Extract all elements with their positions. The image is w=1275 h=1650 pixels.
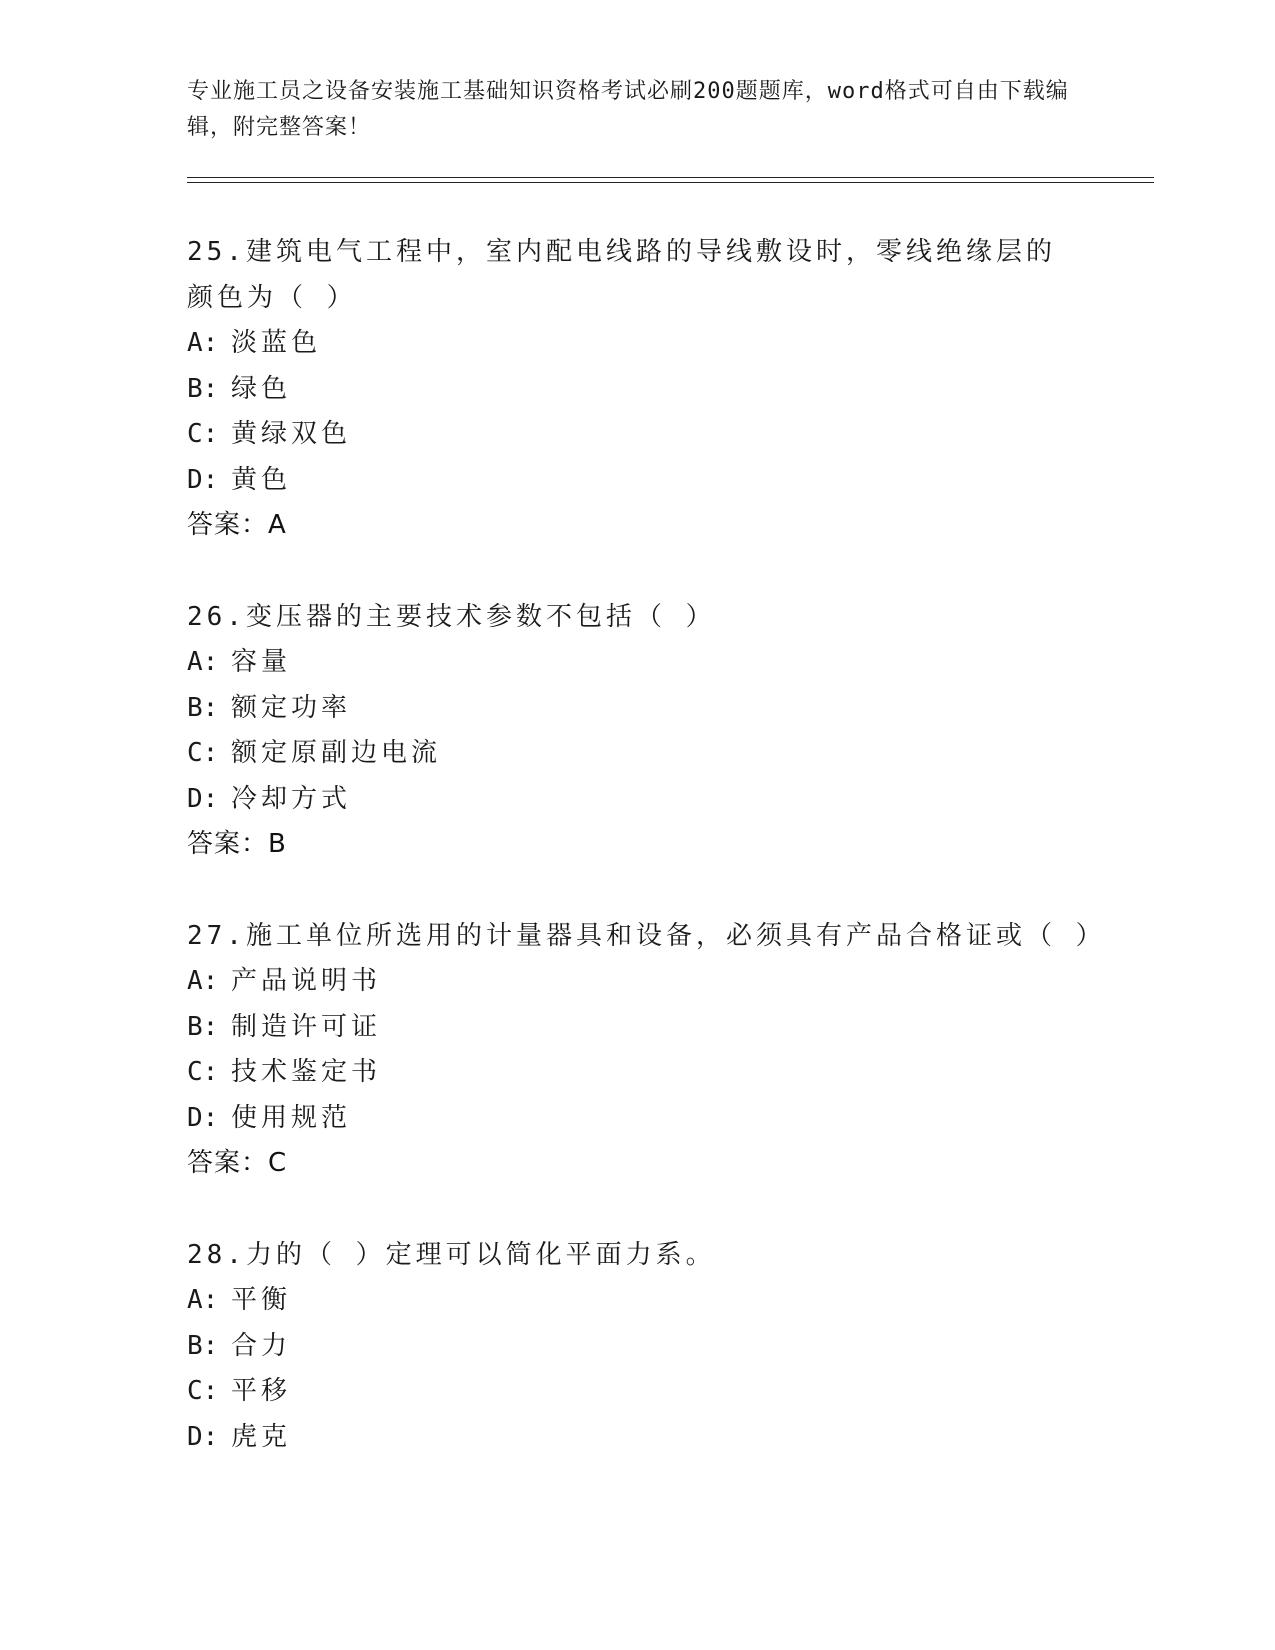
option-text: 使用规范 (231, 1102, 352, 1133)
option-text: 平移 (231, 1376, 292, 1406)
option-text: 制造许可证 (231, 1011, 382, 1042)
question-list (187, 230, 1147, 1506)
option-letter: B: (187, 1330, 219, 1361)
option-b (187, 1324, 1147, 1370)
header-divider-top (187, 177, 1154, 178)
option-text: 虎克 (231, 1421, 292, 1452)
option-letter: D: (187, 1421, 219, 1452)
answer-line: 答案：C (187, 1148, 288, 1178)
option-letter: A: (187, 1285, 219, 1315)
option-letter: C: (187, 419, 219, 449)
option-letter: A: (187, 328, 219, 358)
option-letter: C: (187, 1376, 219, 1406)
option-letter: C: (187, 1057, 219, 1087)
option-text: 黄绿双色 (231, 419, 352, 449)
question-stem: 25.建筑电气工程中，室内配电线路的导线敷设时，零线绝缘层的颜色为（ ） (187, 237, 1056, 313)
document-title: 专业施工员之设备安装施工基础知识资格考试必刷200题题库，word格式可自由下载编辑，附完整答案！ (187, 79, 1069, 140)
document-header (187, 74, 1087, 146)
option-d (187, 458, 1147, 504)
option-letter: B: (187, 692, 219, 723)
option-a (187, 640, 1147, 686)
header-divider-bottom (187, 182, 1154, 183)
option-c (187, 412, 1147, 458)
option-d (187, 1096, 1147, 1142)
option-text: 技术鉴定书 (231, 1057, 382, 1087)
option-text: 平衡 (231, 1285, 292, 1315)
option-letter: C: (187, 738, 219, 768)
question-27 (187, 914, 1147, 1187)
option-b (187, 686, 1147, 732)
answer-line: 答案：A (187, 510, 287, 540)
option-letter: B: (187, 1011, 219, 1042)
option-text: 淡蓝色 (231, 328, 322, 358)
option-text: 容量 (231, 647, 292, 677)
option-a (187, 321, 1147, 367)
option-letter: A: (187, 647, 219, 677)
option-letter: D: (187, 783, 219, 814)
question-stem: 26.变压器的主要技术参数不包括（ ） (187, 601, 716, 632)
answer-line: 答案：B (187, 829, 287, 859)
option-c (187, 731, 1147, 777)
option-a (187, 959, 1147, 1005)
option-letter: D: (187, 464, 219, 495)
question-25 (187, 230, 1147, 549)
option-c (187, 1050, 1147, 1096)
option-text: 产品说明书 (231, 966, 382, 996)
option-text: 额定原副边电流 (231, 738, 442, 768)
option-letter: B: (187, 373, 219, 404)
option-b (187, 1005, 1147, 1051)
question-stem: 27.施工单位所选用的计量器具和设备，必须具有产品合格证或（ ） (187, 920, 1106, 951)
option-c (187, 1369, 1147, 1415)
option-d (187, 777, 1147, 823)
option-b (187, 367, 1147, 413)
option-text: 额定功率 (231, 692, 352, 723)
option-a (187, 1278, 1147, 1324)
option-text: 黄色 (231, 464, 292, 495)
option-text: 合力 (231, 1330, 292, 1361)
option-letter: A: (187, 966, 219, 996)
question-stem: 28.力的（ ）定理可以简化平面力系。 (187, 1239, 716, 1270)
question-26 (187, 595, 1147, 868)
question-28 (187, 1233, 1147, 1461)
option-letter: D: (187, 1102, 219, 1133)
option-text: 绿色 (231, 373, 292, 404)
option-d (187, 1415, 1147, 1461)
option-text: 冷却方式 (231, 783, 352, 814)
